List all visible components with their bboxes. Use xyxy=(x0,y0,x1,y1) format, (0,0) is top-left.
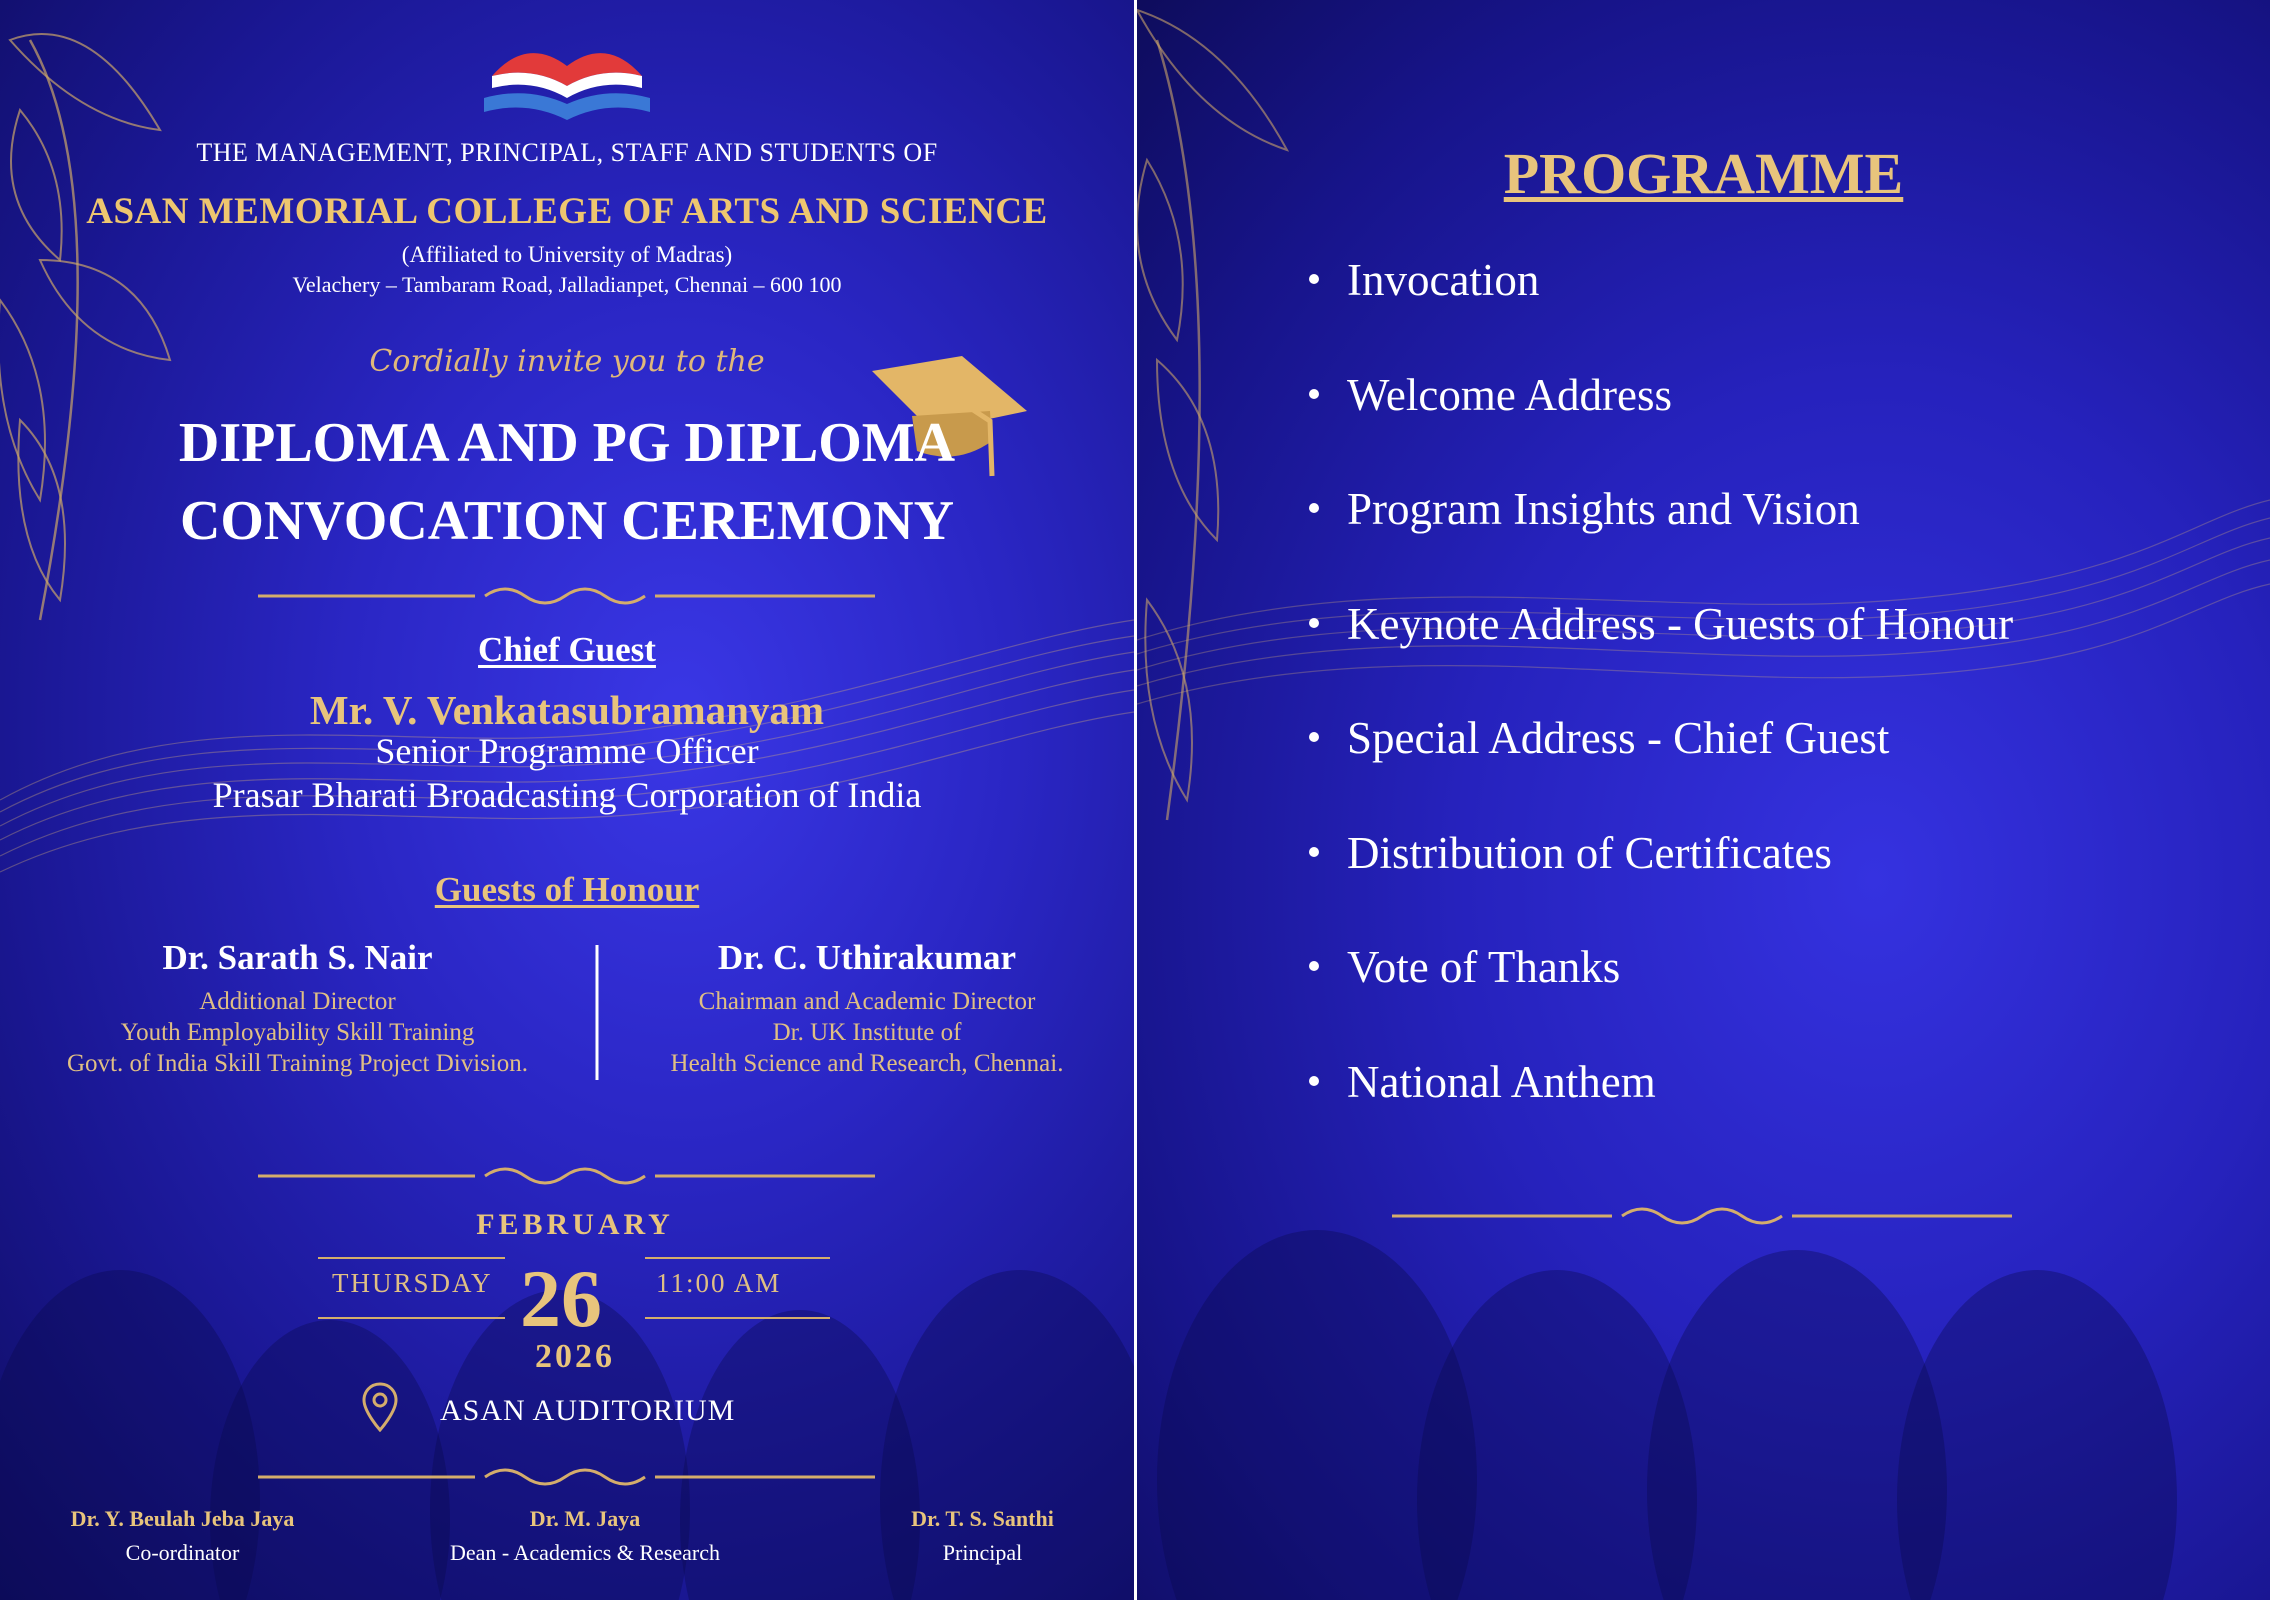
guest-line: Govt. of India Skill Training Project Division. xyxy=(66,1050,529,1077)
programme-item-label: Distribution of Certificates xyxy=(1347,827,1832,878)
event-weekday: THURSDAY xyxy=(332,1268,493,1298)
guest-line: Additional Director xyxy=(199,988,396,1015)
chief-guest-designation: Senior Programme Officer xyxy=(375,731,759,771)
bullet-icon xyxy=(1309,503,1319,513)
guest-card xyxy=(600,938,1134,1079)
signatory-name: Dr. M. Jaya xyxy=(529,1506,641,1531)
signatory-role: Co-ordinator xyxy=(125,1540,240,1565)
programme-heading: PROGRAMME xyxy=(1503,141,1904,206)
event-time: 11:00 AM xyxy=(656,1268,782,1298)
guest-line: Youth Employability Skill Training xyxy=(120,1019,475,1046)
list-item xyxy=(1347,708,2013,823)
programme-item-label: National Anthem xyxy=(1347,1056,1656,1107)
programme-item-label: Special Address - Chief Guest xyxy=(1347,713,1890,763)
event-year: 2026 xyxy=(535,1338,615,1375)
college-name: ASAN MEMORIAL COLLEGE OF ARTS AND SCIENCE xyxy=(86,191,1048,232)
affiliation: (Affiliated to University of Madras) xyxy=(401,242,733,267)
bullet-icon xyxy=(1309,847,1319,857)
bullet-icon xyxy=(1309,274,1319,284)
guest-line: Health Science and Research, Chennai. xyxy=(670,1050,1064,1077)
bullet-icon xyxy=(1309,961,1319,971)
signatory-role: Dean - Academics & Research xyxy=(450,1540,720,1565)
bullet-icon xyxy=(1309,1076,1319,1086)
signatory-role: Principal xyxy=(942,1540,1023,1565)
list-item xyxy=(1347,937,2013,1052)
event-month: FEBRUARY xyxy=(476,1208,674,1241)
programme-item-label: Welcome Address xyxy=(1347,369,1673,420)
signatory-name: Dr. T. S. Santhi xyxy=(911,1506,1054,1531)
guest-line: Chairman and Academic Director xyxy=(698,988,1036,1015)
chief-guest-name: Mr. V. Venkatasubramanyam xyxy=(309,687,825,733)
open-book-logo-icon xyxy=(482,36,652,126)
programme-list xyxy=(1347,250,2013,1166)
signatory xyxy=(30,1506,335,1566)
list-item xyxy=(1347,479,2013,594)
guest-name: Dr. C. Uthirakumar xyxy=(717,938,1017,977)
chief-guest-heading: Chief Guest xyxy=(478,630,656,669)
guest-name: Dr. Sarath S. Nair xyxy=(162,938,433,977)
list-item xyxy=(1347,594,2013,709)
invitation-page xyxy=(0,0,1134,1600)
signatory xyxy=(840,1506,1125,1566)
programme-item-label: Keynote Address - Guests of Honour xyxy=(1347,598,2014,649)
ceremony-title xyxy=(0,404,1134,560)
college-address: Velachery – Tambaram Road, Jalladianpet, Chennai – 600 100 xyxy=(292,272,842,297)
bullet-icon xyxy=(1309,618,1319,628)
programme-item-label: Program Insights and Vision xyxy=(1347,484,1860,534)
invite-line: Cordially invite you to the xyxy=(369,344,765,379)
bullet-icon xyxy=(1309,732,1319,742)
list-item xyxy=(1347,250,2013,365)
event-day: 26 xyxy=(520,1253,602,1344)
list-item xyxy=(1347,1052,2013,1167)
guests-of-honour-heading: Guests of Honour xyxy=(434,870,700,909)
chief-guest-organization: Prasar Bharati Broadcasting Corporation of India xyxy=(212,775,922,815)
guest-card xyxy=(0,938,595,1079)
programme-page xyxy=(1137,0,2270,1600)
intro-line: THE MANAGEMENT, PRINCIPAL, STAFF AND STUDENTS OF xyxy=(196,138,938,167)
list-item xyxy=(1347,365,2013,480)
signatory-name: Dr. Y. Beulah Jeba Jaya xyxy=(70,1506,295,1531)
location-pin-icon xyxy=(362,1382,398,1432)
list-item xyxy=(1347,823,2013,938)
guest-line: Dr. UK Institute of xyxy=(772,1019,962,1046)
venue-name: ASAN AUDITORIUM xyxy=(440,1394,736,1427)
ceremony-title-line2: CONVOCATION CEREMONY xyxy=(179,490,955,552)
programme-item-label: Invocation xyxy=(1347,255,1540,305)
ceremony-title-line1: DIPLOMA AND PG DIPLOMA xyxy=(178,412,956,474)
programme-item-label: Vote of Thanks xyxy=(1347,942,1621,992)
bullet-icon xyxy=(1309,389,1319,399)
signatory xyxy=(400,1506,770,1566)
